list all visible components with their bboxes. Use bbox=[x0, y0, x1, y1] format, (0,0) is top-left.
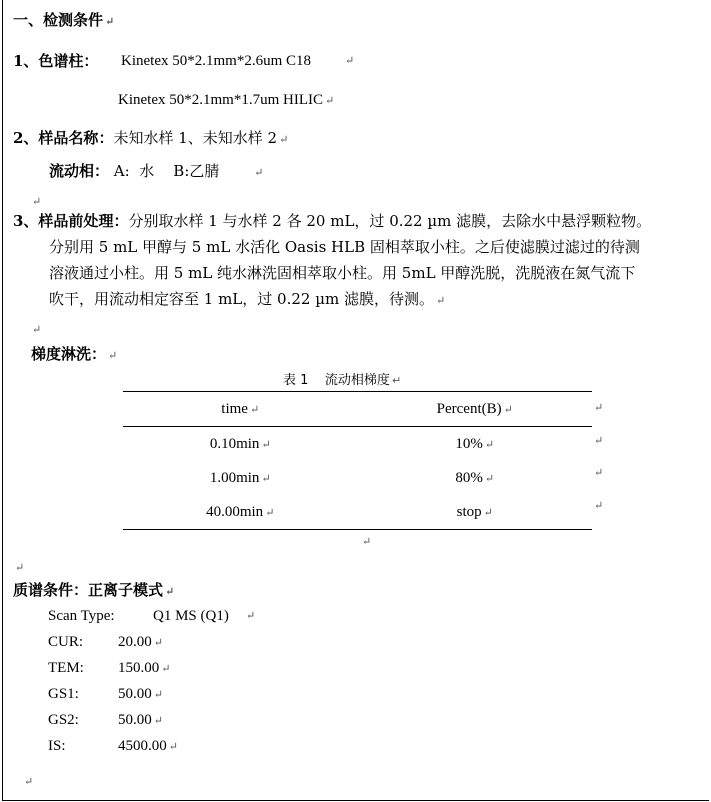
row-end-mark: ↵ bbox=[594, 434, 604, 447]
table-row bbox=[123, 461, 592, 495]
gradient-row: 梯度淋洗： ↵ bbox=[31, 345, 118, 363]
column-item-1: Kinetex 50*2.1mm*2.6um C18 bbox=[121, 53, 311, 69]
pretreatment-label: 3、样品前处理： bbox=[13, 212, 129, 230]
ms-param-label: GS1: bbox=[48, 686, 79, 702]
empty-paragraph: ↵ bbox=[24, 775, 34, 788]
table-cell-time: 1.00min ↵ bbox=[209, 469, 271, 486]
table-header-time: time ↵ bbox=[123, 392, 358, 427]
table-cell-percent: 10% ↵ bbox=[455, 435, 495, 452]
table-cell-percent: 80% ↵ bbox=[455, 469, 495, 486]
mobile-phase-label: 流动相： bbox=[49, 162, 110, 180]
row-end-mark: ↵ bbox=[594, 401, 604, 414]
table-header-row bbox=[123, 392, 592, 427]
empty-paragraph: ↵ bbox=[32, 323, 42, 336]
pretreatment-line-3: 溶液通过小柱。用 5 mL 纯水淋洗固相萃取小柱。用 5mL 甲醇洗脱，洗脱液在氮气流下 bbox=[49, 264, 636, 282]
table-cell-time: 40.00min ↵ bbox=[123, 495, 358, 530]
ms-param-value: 4500.00 ↵ bbox=[118, 738, 178, 754]
row-end-mark: ↵ bbox=[594, 499, 604, 512]
ms-param-label: IS: bbox=[48, 738, 66, 754]
gradient-label: 梯度淋洗： bbox=[31, 345, 107, 363]
sample-row: 2、样品名称：未知水样 1、未知水样 2 ↵ bbox=[13, 129, 289, 147]
ms-param-value: 50.00 ↵ bbox=[118, 686, 163, 702]
table-row bbox=[123, 495, 592, 530]
table-row bbox=[123, 427, 592, 462]
column-item-2: Kinetex 50*2.1mm*1.7um HILIC ↵ bbox=[118, 92, 335, 108]
row-end-mark: ↵ bbox=[594, 466, 604, 479]
mobile-phase-value: A: 水 B:乙腈 bbox=[113, 162, 220, 180]
ms-title: 质谱条件：正离子模式 ↵ bbox=[13, 581, 175, 599]
ms-param-label: TEM: bbox=[48, 660, 84, 676]
table-cell-percent: stop ↵ bbox=[358, 495, 593, 530]
pretreatment-line-2: 分别用 5 mL 甲醇与 5 mL 水活化 Oasis HLB 固相萃取小柱。之后使滤膜过滤过的待测 bbox=[49, 238, 640, 256]
mobile-phase-row: 流动相： A: 水 B:乙腈 ↵ bbox=[49, 162, 264, 180]
table-header-percent: Percent(B) ↵ bbox=[358, 392, 593, 427]
sample-value: 未知水样 1、未知水样 2 bbox=[113, 129, 278, 147]
ms-param-label: GS2: bbox=[48, 712, 79, 728]
pretreatment-paragraph bbox=[13, 208, 707, 314]
empty-paragraph: ↵ bbox=[32, 195, 42, 208]
gradient-table bbox=[123, 391, 592, 530]
column-row-1: 1、色谱柱： Kinetex 50*2.1mm*2.6um C18 ↵ bbox=[13, 52, 355, 70]
scan-type-value: Q1 MS (Q1) bbox=[153, 608, 229, 624]
sample-label: 2、样品名称： bbox=[13, 129, 114, 147]
ms-param-label: CUR: bbox=[48, 634, 84, 650]
empty-paragraph: ↵ bbox=[15, 561, 25, 574]
pretreatment-line-4: 吹干，用流动相定容至 1 mL，过 0.22 µm 滤膜，待测。 ↵ bbox=[49, 290, 446, 308]
scan-type-label: Scan Type: bbox=[48, 608, 115, 624]
table-cell-time: 0.10min ↵ bbox=[209, 435, 271, 452]
section-title: 一、检测条件 ↵ bbox=[13, 11, 115, 29]
ms-param-value: 20.00 ↵ bbox=[118, 634, 163, 650]
ms-param-value: 150.00 ↵ bbox=[118, 660, 171, 676]
pretreatment-line-1: 分别取水样 1 与水样 2 各 20 mL，过 0.22 µm 滤膜，去除水中悬浮颗粒物。 bbox=[128, 212, 652, 230]
ms-param-value: 50.00 ↵ bbox=[118, 712, 163, 728]
empty-paragraph: ↵ bbox=[362, 535, 372, 548]
table-caption: 表 1 流动相梯度 ↵ bbox=[283, 373, 402, 388]
column-label: 1、色谱柱： bbox=[13, 52, 99, 70]
